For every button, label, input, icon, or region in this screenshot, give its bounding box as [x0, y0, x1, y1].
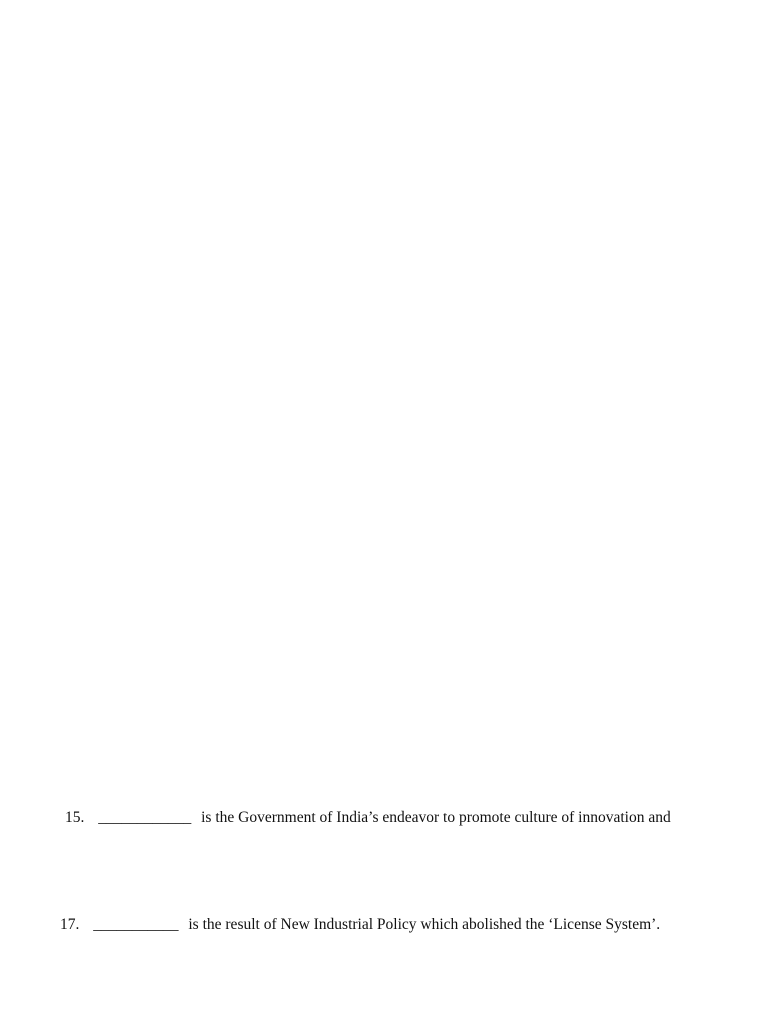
answer-blank: ____________: [98, 809, 192, 826]
question-text: is the result of New Industrial Policy which abolished the ‘License System’.: [188, 916, 661, 933]
question-text: is the Government of India’s endeavor to promote culture of innovation and: [201, 809, 671, 826]
question-number: 15.: [65, 809, 85, 826]
question-17: [60, 915, 660, 935]
question-number: 17.: [60, 916, 80, 933]
question-15: [65, 808, 671, 828]
answer-blank: ___________: [93, 916, 179, 933]
